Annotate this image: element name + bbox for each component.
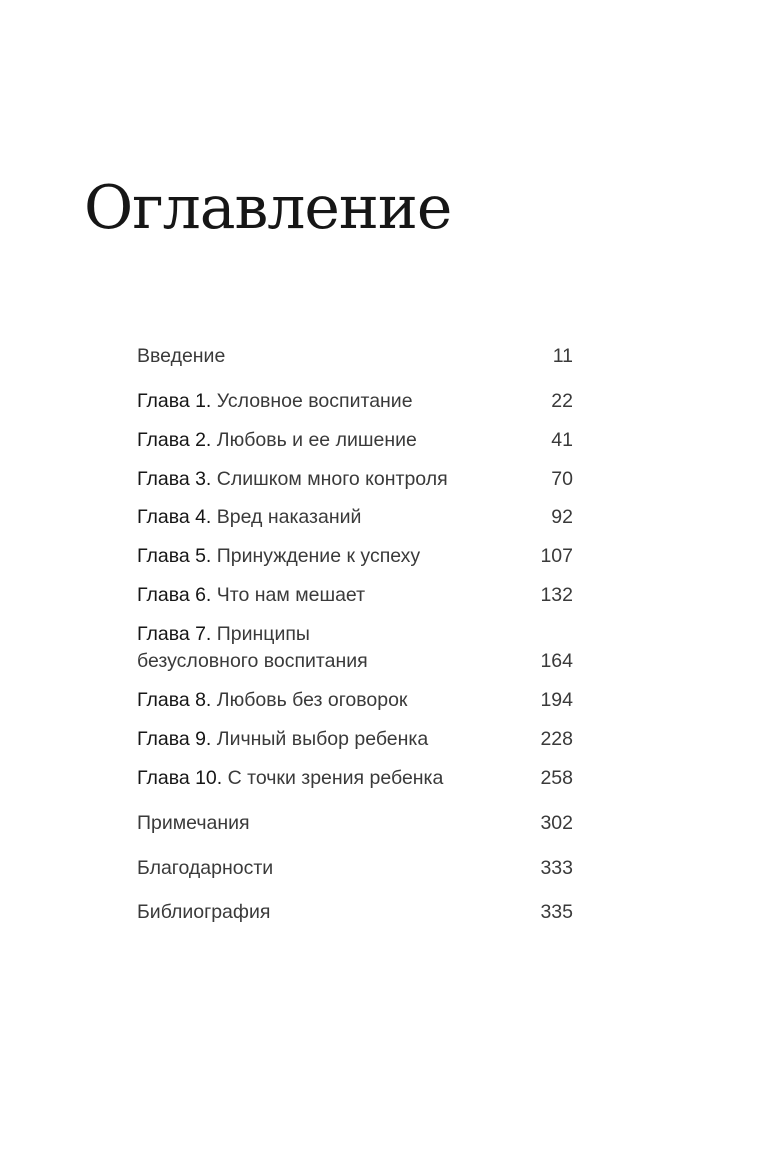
toc-entry-page: 41: [551, 429, 573, 451]
chapter-label: Глава 7.: [137, 623, 212, 645]
toc-entry-page: 228: [540, 728, 573, 750]
chapter-label: Глава 8.: [137, 689, 212, 711]
chapter-label: Глава 5.: [137, 545, 212, 567]
chapter-title: Условное воспитание: [216, 390, 413, 412]
toc-entry-chapter-6: [137, 582, 573, 609]
toc-entry-page: 302: [540, 812, 573, 834]
chapter-label: Глава 2.: [137, 429, 212, 451]
chapter-label: Глава 4.: [137, 506, 212, 528]
chapter-title: Слишком много контроля: [216, 468, 448, 490]
chapter-title: С точки зрения ребенка: [227, 767, 444, 789]
toc-entry-page: 258: [540, 767, 573, 789]
chapter-title: Вред наказаний: [216, 506, 362, 528]
toc-entry-bibliography: [137, 899, 573, 926]
toc-entry-chapter-2: [137, 427, 573, 454]
toc-entry-chapter-4: [137, 504, 573, 531]
chapter-title: Что нам мешает: [216, 584, 366, 606]
toc-entry-page: 22: [551, 390, 573, 412]
chapter-title: Любовь и ее лишение: [216, 429, 417, 451]
chapter-title-line-2: безусловного воспитания: [137, 650, 368, 672]
toc-entry-page: 194: [540, 689, 573, 711]
toc-entry-page: 11: [552, 345, 573, 367]
chapter-title: Личный выбор ребенка: [216, 728, 429, 750]
toc-entry-chapter-3: [137, 466, 573, 493]
chapter-title: Любовь без оговорок: [216, 689, 408, 711]
chapter-label: Глава 1.: [137, 390, 212, 412]
toc-entry-chapter-8: [137, 687, 573, 714]
toc-entry-chapter-7: [137, 621, 573, 675]
toc-entry-page: 335: [540, 901, 573, 923]
toc-entry-page: 70: [551, 468, 573, 490]
toc-entry-notes: [137, 810, 573, 837]
chapter-title-line-1: Принципы: [216, 623, 310, 645]
toc-entry-chapter-5: [137, 543, 573, 570]
toc-entry-page: 164: [540, 650, 573, 672]
toc-entry-title: Благодарности: [137, 857, 274, 879]
toc-entry-introduction: [137, 343, 573, 370]
toc-entry-title: Введение: [137, 345, 226, 367]
toc-entry-page: 333: [540, 857, 573, 879]
page-title: Оглавление: [84, 173, 452, 243]
chapter-label: Глава 6.: [137, 584, 212, 606]
toc-entry-chapter-10: [137, 765, 573, 792]
toc-entry-page: 107: [540, 545, 573, 567]
toc-entry-page: 92: [551, 506, 573, 528]
chapter-label: Глава 10.: [137, 767, 223, 789]
toc-entry-title: Примечания: [137, 812, 250, 834]
toc-entry-chapter-1: [137, 388, 573, 415]
toc-entry-chapter-9: [137, 726, 573, 753]
toc-entry-title: Библиография: [137, 901, 271, 923]
toc-entry-acknowledgements: [137, 855, 573, 882]
chapter-label: Глава 9.: [137, 728, 212, 750]
chapter-label: Глава 3.: [137, 468, 212, 490]
chapter-title: Принуждение к успеху: [216, 545, 421, 567]
toc-entry-page: 132: [540, 584, 573, 606]
